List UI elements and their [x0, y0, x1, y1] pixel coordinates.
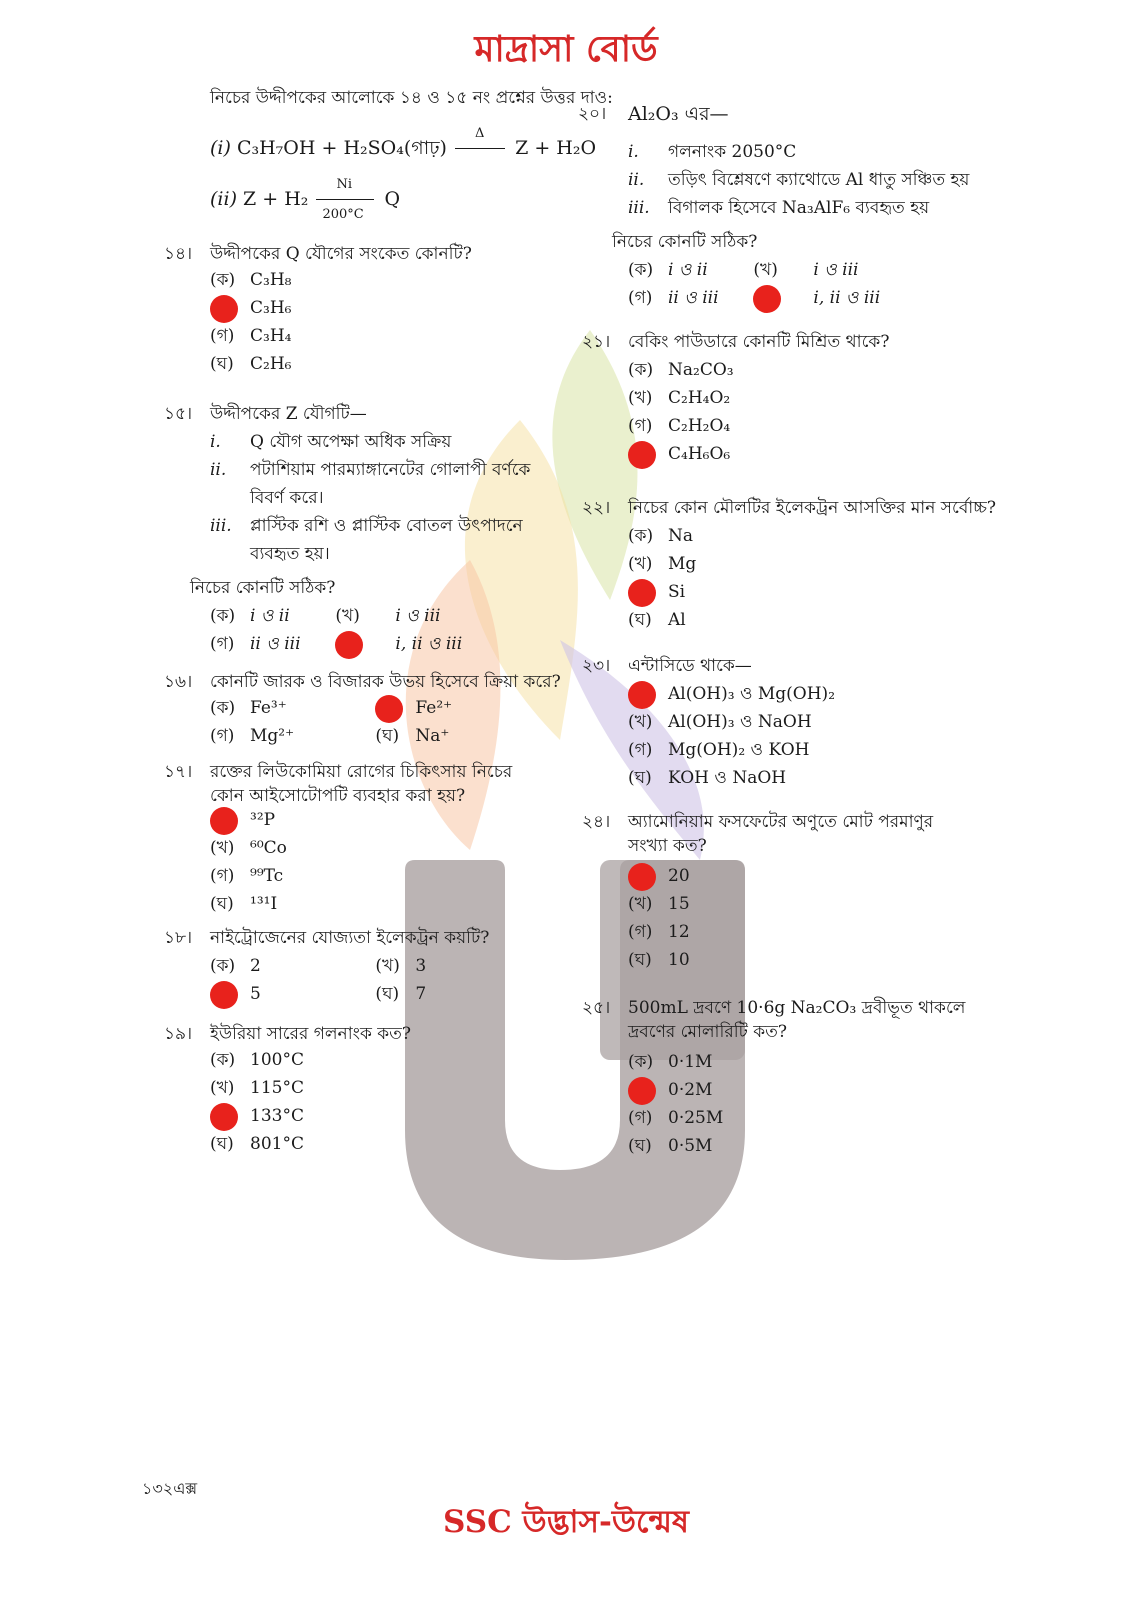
- equation-2-arrow-below: 200°C: [322, 207, 364, 222]
- question-text: বেকিং পাউডারে কোনটি মিশ্রিত থাকে?: [628, 332, 890, 352]
- question-number: ২৫।: [582, 998, 611, 1018]
- statement-i: i. গলনাংক 2050°C: [628, 142, 797, 162]
- answer-marker: [628, 1077, 656, 1105]
- question-number: ২২।: [582, 498, 611, 518]
- question-19: [164, 1022, 412, 1046]
- q15-statements: [210, 428, 540, 568]
- footer-title: SSC উদ্ভাস-উন্মেষ: [442, 1504, 689, 1540]
- option-a[interactable]: (ক) i ও ii: [628, 260, 708, 280]
- option-d[interactable]: (ঘ) Na⁺: [375, 726, 450, 746]
- statement-ii: ii. তড়িৎ বিশ্লেষণে ক্যাথোডে Al ধাতু সঞ্চিত হয়: [628, 170, 970, 190]
- option-a[interactable]: (ক) Na: [628, 526, 694, 546]
- question-number: ১৪।: [164, 244, 193, 264]
- option-b[interactable]: (খ) C₂H₄O₂: [628, 388, 731, 408]
- equation-2: [210, 177, 401, 222]
- option-d[interactable]: (ঘ) 7: [375, 984, 427, 1004]
- option-b[interactable]: C₃H₆: [210, 294, 291, 322]
- q24-options: [628, 862, 690, 974]
- page-number: ১৩২এক্স: [142, 1479, 198, 1498]
- answer-marker: [753, 285, 781, 313]
- question-text: এন্টাসিডে থাকে—: [628, 656, 752, 676]
- q17-options: [210, 806, 287, 918]
- q15-options: [210, 602, 462, 658]
- q21-options: [628, 356, 734, 468]
- option-c[interactable]: Si: [628, 578, 696, 606]
- equation-2-rhs: Q: [384, 188, 401, 210]
- question-14: [164, 242, 472, 266]
- option-a[interactable]: (ক) Na₂CO₃: [628, 360, 734, 380]
- option-c[interactable]: (গ) ⁹⁹Tc: [210, 866, 284, 886]
- question-17: [164, 760, 540, 808]
- answer-marker: [210, 1103, 238, 1131]
- question-text: নাইট্রোজেনের যোজ্যতা ইলেকট্রন কয়টি?: [210, 928, 490, 948]
- question-24: [582, 810, 968, 858]
- answer-marker: [628, 579, 656, 607]
- question-text: Al₂O₃ এর—: [628, 103, 729, 125]
- q18-options: [210, 952, 426, 1008]
- equation-1-lhs: C₃H₇OH + H₂SO₄(গাঢ়): [236, 137, 447, 159]
- option-c[interactable]: (গ) C₃H₄: [210, 326, 292, 346]
- question-number: ১৯।: [164, 1024, 193, 1044]
- question-23: [582, 654, 752, 678]
- option-b[interactable]: (খ) i ও iii: [335, 606, 441, 626]
- question-20: [578, 102, 729, 126]
- question-16: [164, 670, 561, 694]
- answer-marker: [210, 981, 238, 1009]
- option-c[interactable]: 133°C: [210, 1102, 304, 1130]
- option-c[interactable]: (গ) ii ও iii: [628, 288, 719, 308]
- option-a[interactable]: (ক) 100°C: [210, 1050, 304, 1070]
- option-a[interactable]: (ক) C₃H₈: [210, 270, 292, 290]
- q20-options: [628, 256, 880, 312]
- question-text: কোনটি জারক ও বিজারক উভয় হিসেবে ক্রিয়া করে?: [210, 672, 561, 692]
- question-text: নিচের কোন মৌলটির ইলেকট্রন আসক্তির মান সর্বোচ্চ?: [628, 498, 996, 518]
- equation-1-arrow-label: Δ: [475, 126, 485, 141]
- option-a[interactable]: Al(OH)₃ ও Mg(OH)₂: [628, 680, 835, 708]
- q25-options: [628, 1048, 723, 1160]
- question-text: উদ্দীপকের Q যৌগের সংকেত কোনটি?: [210, 244, 472, 264]
- option-d[interactable]: (ঘ) 10: [628, 950, 690, 970]
- equation-2-lhs: Z + H₂: [243, 188, 309, 210]
- answer-marker: [210, 295, 238, 323]
- answer-marker: [628, 441, 656, 469]
- question-text: 500mL দ্রবণে 10·6g Na₂CO₃ দ্রবীভূত থাকলে দ্রবণের মোলারিটি কত?: [628, 998, 966, 1042]
- answer-marker: [375, 695, 403, 723]
- question-number: ২৩।: [582, 656, 611, 676]
- equation-1: [210, 126, 597, 166]
- question-number: ১৬।: [164, 672, 193, 692]
- equation-1-arrow: [453, 126, 509, 154]
- option-d[interactable]: C₄H₆O₆: [628, 440, 734, 468]
- statement-iii: iii. প্লাস্টিক রশি ও প্লাস্টিক বোতল উৎপাদনে ব্যবহৃত হয়।: [210, 516, 523, 564]
- option-b[interactable]: (খ) 15: [628, 894, 690, 914]
- option-b[interactable]: Fe²⁺: [375, 694, 452, 723]
- option-b[interactable]: (খ) Al(OH)₃ ও NaOH: [628, 712, 812, 732]
- question-number: ১৭।: [164, 762, 193, 782]
- option-a[interactable]: 20: [628, 862, 690, 890]
- option-d[interactable]: (ঘ) 801°C: [210, 1134, 304, 1154]
- option-b[interactable]: (খ) Mg: [628, 554, 697, 574]
- q15-which-correct: নিচের কোনটি সঠিক?: [190, 578, 336, 598]
- q20-statements: [628, 138, 988, 222]
- question-text: ইউরিয়া সারের গলনাংক কত?: [210, 1024, 412, 1044]
- option-d[interactable]: (ঘ) Al: [628, 610, 686, 630]
- question-25: [582, 996, 968, 1044]
- header-title: মাদ্রাসা বোর্ড: [474, 28, 658, 70]
- statement-iii: iii. বিগালক হিসেবে Na₃AlF₆ ব্যবহৃত হয়: [628, 198, 930, 218]
- option-a[interactable]: (ক) 0·1M: [628, 1052, 713, 1072]
- question-15: [164, 402, 367, 426]
- option-d[interactable]: (ঘ) ¹³¹I: [210, 894, 278, 914]
- option-c[interactable]: (গ) 0·25M: [628, 1108, 724, 1128]
- question-text: অ্যামোনিয়াম ফসফেটের অণুতে মোট পরমাণুর সংখ্যা কত?: [628, 812, 934, 856]
- question-22: [582, 496, 996, 520]
- option-d[interactable]: (ঘ) 0·5M: [628, 1136, 713, 1156]
- equation-1-rhs: Z + H₂O: [515, 137, 597, 159]
- option-c[interactable]: (গ) ii ও iii: [210, 634, 301, 654]
- statement-i: i. Q যৌগ অপেক্ষা অধিক সক্রিয়: [210, 432, 452, 452]
- statement-ii: ii. পটাশিয়াম পারম্যাঙ্গানেটের গোলাপী বর্ণকে বিবর্ণ করে।: [210, 460, 531, 508]
- intro-text: নিচের উদ্দীপকের আলোকে ১৪ ও ১৫ নং প্রশ্নের উত্তর দাও:: [210, 88, 613, 108]
- option-d[interactable]: (ঘ) C₂H₆: [210, 354, 292, 374]
- q20-which-correct: নিচের কোনটি সঠিক?: [612, 232, 758, 252]
- equation-2-arrow-above: Ni: [336, 177, 353, 192]
- option-a[interactable]: (ক) 2: [210, 956, 261, 976]
- option-b[interactable]: 0·2M: [628, 1076, 723, 1104]
- option-d[interactable]: (ঘ) KOH ও NaOH: [628, 768, 787, 788]
- option-c[interactable]: (গ) C₂H₂O₄: [628, 416, 731, 436]
- answer-marker: [210, 807, 238, 835]
- option-c[interactable]: (গ) Mg²⁺: [210, 726, 295, 746]
- question-18: [164, 926, 490, 950]
- question-text: উদ্দীপকের Z যৌগটি—: [210, 404, 367, 424]
- answer-marker: [628, 863, 656, 891]
- question-21: [582, 330, 890, 354]
- equation-2-arrow: [314, 177, 378, 222]
- option-d[interactable]: i, ii ও iii: [335, 630, 462, 659]
- option-b[interactable]: (খ) i ও iii: [753, 260, 859, 280]
- question-number: ২১।: [582, 332, 611, 352]
- option-b[interactable]: (খ) 3: [375, 956, 427, 976]
- q19-options: [210, 1046, 304, 1158]
- q16-options: [210, 694, 452, 750]
- q14-options: [210, 266, 291, 378]
- q22-options: [628, 522, 696, 634]
- option-c[interactable]: 5: [210, 980, 370, 1009]
- question-text: রক্তের লিউকোমিয়া রোগের চিকিৎসায় নিচের কোন আইসোটোপটি ব্যবহার করা হয়?: [210, 762, 513, 806]
- equation-1-label: (i): [210, 137, 231, 159]
- question-number: ২৪।: [582, 812, 611, 832]
- option-b[interactable]: (খ) ⁶⁰Co: [210, 838, 287, 858]
- option-d[interactable]: i, ii ও iii: [753, 284, 880, 313]
- question-number: ১৮।: [164, 928, 193, 948]
- option-c[interactable]: (গ) 12: [628, 922, 690, 942]
- question-number: ২০।: [578, 104, 607, 124]
- option-a[interactable]: (ক) Fe³⁺: [210, 698, 287, 718]
- option-b[interactable]: (খ) 115°C: [210, 1078, 304, 1098]
- equation-2-label: (ii): [210, 188, 237, 210]
- option-a[interactable]: (ক) i ও ii: [210, 606, 290, 626]
- answer-marker: [628, 681, 656, 709]
- option-a[interactable]: ³²P: [210, 806, 287, 834]
- question-number: ১৫।: [164, 404, 193, 424]
- q23-options: [628, 680, 835, 792]
- answer-marker: [335, 631, 363, 659]
- option-c[interactable]: (গ) Mg(OH)₂ ও KOH: [628, 740, 810, 760]
